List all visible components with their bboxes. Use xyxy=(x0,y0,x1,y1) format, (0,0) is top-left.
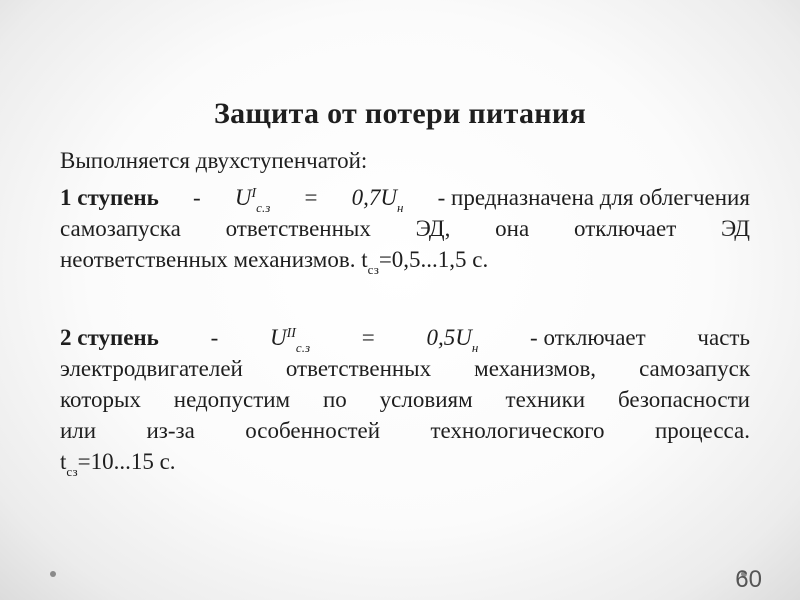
word: ответственных xyxy=(225,216,371,241)
word: электродвигателей xyxy=(60,356,243,381)
stage1-line-3 xyxy=(60,244,750,275)
stage1-time-value: =0,5...1,5 с. xyxy=(378,247,489,272)
stage2-time-value: =10...15 с. xyxy=(77,449,176,474)
word: ответственных xyxy=(285,356,432,381)
page-title: Защита от потери питания xyxy=(214,97,586,130)
word: которых xyxy=(60,387,141,412)
word: безопасности xyxy=(617,387,750,412)
stage2-heading: 2 ступень xyxy=(60,325,159,350)
word: она xyxy=(495,216,530,241)
stage1-formula-lhs: $U^I_{с.з}$ xyxy=(234,185,271,215)
intro-text: Выполняется двухступенчатой: xyxy=(60,148,368,173)
stage1-line-1 xyxy=(60,182,750,213)
word: технологического xyxy=(430,418,605,443)
word: из-за xyxy=(146,418,195,443)
stage1-text-1: - предназначена для облегчения xyxy=(437,185,750,210)
word: самозапуска xyxy=(60,216,181,241)
stage2-text-b: часть xyxy=(697,325,750,350)
stage2-line-4 xyxy=(60,415,750,446)
time-t: t xyxy=(60,449,67,474)
word: процесса. xyxy=(654,418,750,443)
stage2-paragraph xyxy=(60,322,750,477)
stage2-text-a: - отключает xyxy=(530,325,646,350)
word: или xyxy=(60,418,97,443)
stage1-dash: - xyxy=(193,185,201,210)
page-number: 60 xyxy=(735,566,762,593)
word: условиям xyxy=(379,387,473,412)
word: ЭД xyxy=(721,216,750,241)
stage1-paragraph xyxy=(60,182,750,275)
word: недопустим xyxy=(173,387,291,412)
stage1-line-2 xyxy=(60,213,750,244)
time-subscript: сз xyxy=(66,464,78,479)
word: ЭД, xyxy=(415,216,451,241)
word: механизмов, xyxy=(474,356,597,381)
stage2-line-5 xyxy=(60,446,750,477)
word: техники xyxy=(505,387,586,412)
bullet-dot-left xyxy=(50,571,56,577)
stage1-formula-rhs: $0,7U_н$ xyxy=(351,185,404,215)
word: особенностей xyxy=(245,418,381,443)
stage2-line-1 xyxy=(60,322,750,353)
word: отключает xyxy=(574,216,677,241)
stage2-equals: = xyxy=(361,325,375,350)
stage2-line-3 xyxy=(60,384,750,415)
time-subscript: сз xyxy=(367,262,379,277)
word: самозапуск xyxy=(639,356,750,381)
stage1-heading: 1 ступень xyxy=(60,185,159,210)
word: по xyxy=(322,387,347,412)
stage2-dash: - xyxy=(210,325,219,350)
stage2-formula-rhs: $0,5U_н$ xyxy=(426,325,479,355)
stage2-line-2 xyxy=(60,353,750,384)
stage1-text-3: неответственных механизмов. t xyxy=(60,247,368,272)
stage2-formula-lhs: $U^{II}_{с.з}$ xyxy=(269,325,311,355)
stage1-equals: = xyxy=(304,185,318,210)
